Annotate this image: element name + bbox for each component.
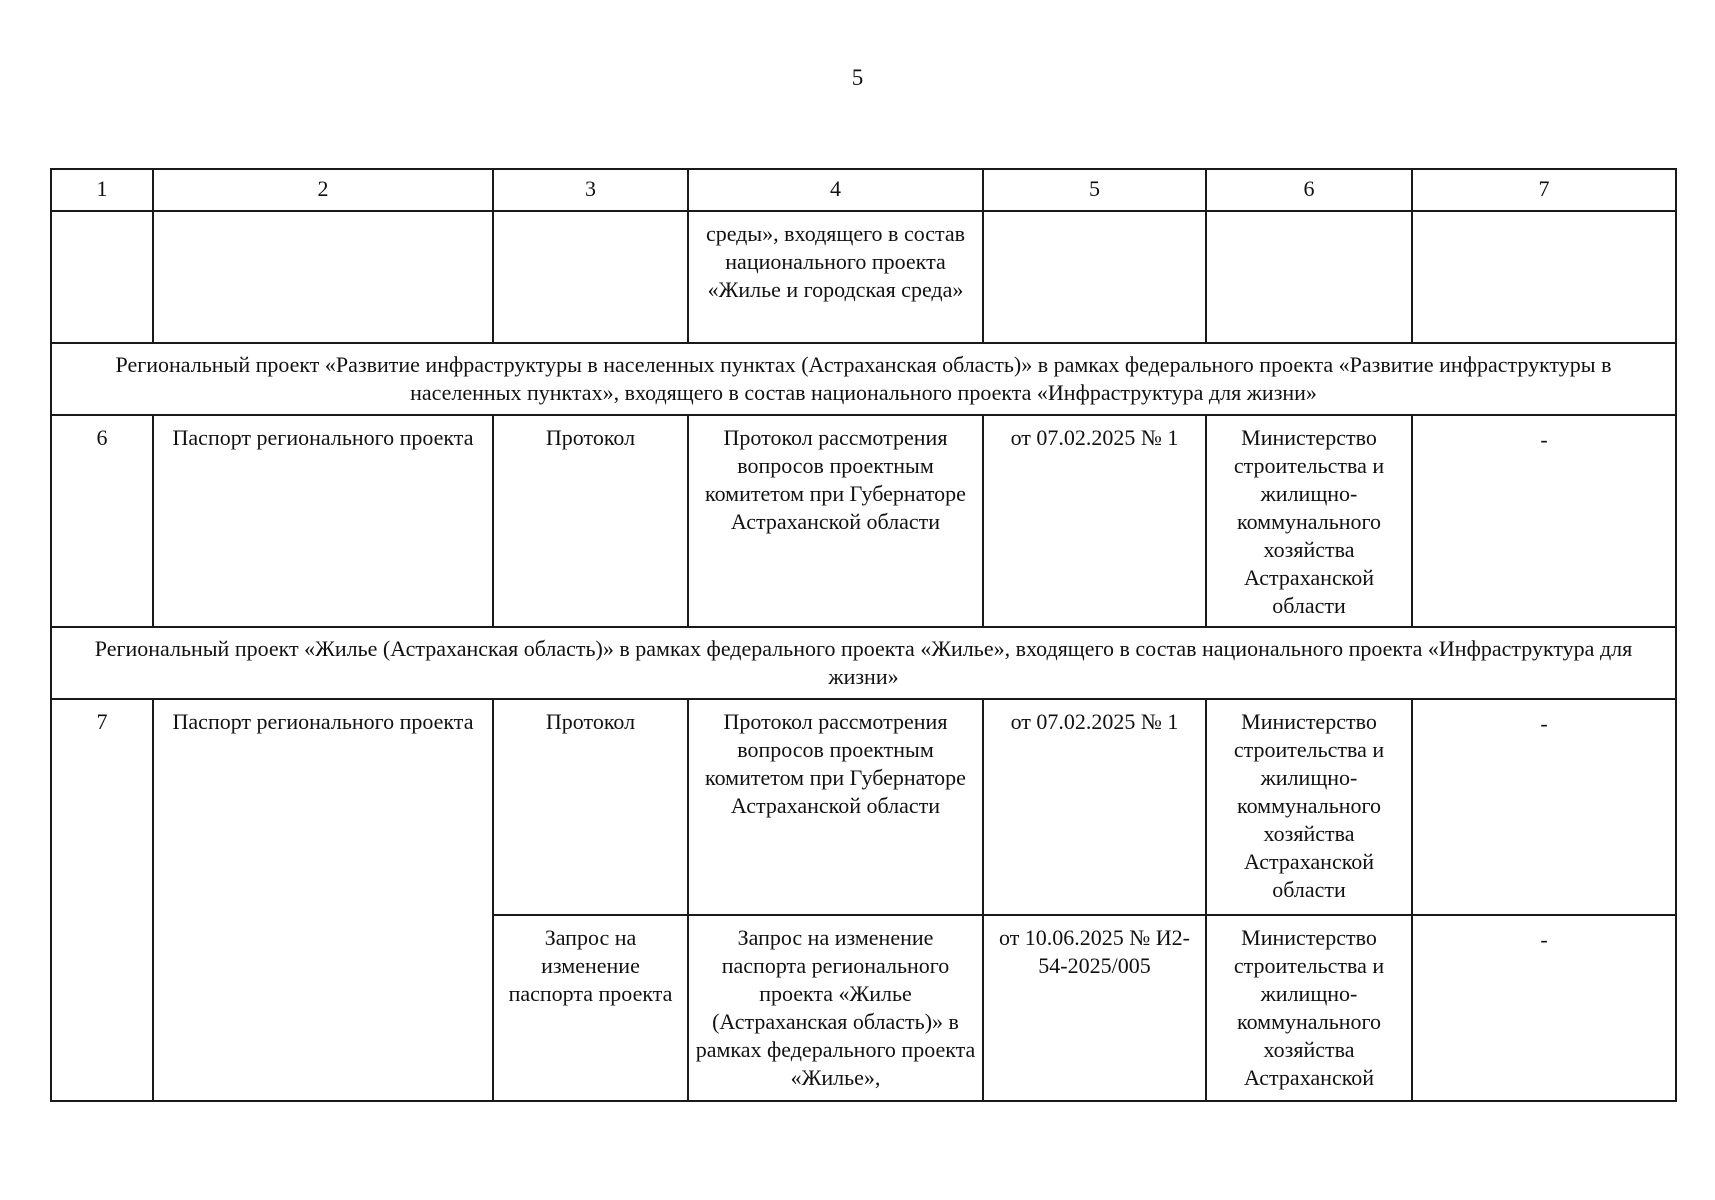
row7-note-value: - bbox=[1540, 711, 1548, 736]
continuation-cell-6 bbox=[1206, 211, 1412, 343]
header-cell-3: 3 bbox=[493, 169, 688, 211]
row6-number: 6 bbox=[51, 415, 153, 627]
section-heading-housing: Региональный проект «Жилье (Астраханская область)» в рамках федерального проекта «Жилье», входящего в состав национального проекта «Инфраструктура для жизни» bbox=[51, 627, 1676, 699]
row7b-note-value: - bbox=[1540, 927, 1548, 952]
row7-doc-date: от 07.02.2025 № 1 bbox=[983, 699, 1206, 915]
header-cell-6: 6 bbox=[1206, 169, 1412, 211]
continuation-cell-1 bbox=[51, 211, 153, 343]
row6-doc-title: Протокол рассмотрения вопросов проектным комитетом при Губернаторе Астраханской области bbox=[688, 415, 983, 627]
continuation-row bbox=[51, 211, 1676, 343]
row6-doc-date: от 07.02.2025 № 1 bbox=[983, 415, 1206, 627]
table-row-6 bbox=[51, 415, 1676, 627]
continuation-cell-4: среды», входящего в состав национального проекта «Жилье и городская среда» bbox=[688, 211, 983, 343]
section-row-infrastructure bbox=[51, 343, 1676, 415]
row7-doc-title: Протокол рассмотрения вопросов проектным комитетом при Губернаторе Астраханской области bbox=[688, 699, 983, 915]
table-header-row bbox=[51, 169, 1676, 211]
row7-number: 7 bbox=[51, 699, 153, 1101]
continuation-cell-5 bbox=[983, 211, 1206, 343]
header-cell-4: 4 bbox=[688, 169, 983, 211]
row7b-note bbox=[1412, 915, 1676, 1101]
page-number: 5 bbox=[851, 65, 864, 90]
row6-note-value: - bbox=[1540, 427, 1548, 452]
continuation-cell-2 bbox=[153, 211, 493, 343]
header-cell-7: 7 bbox=[1412, 169, 1676, 211]
header-cell-5: 5 bbox=[983, 169, 1206, 211]
row7b-organization: Министерство строительства и жилищно-коммунального хозяйства Астраханской bbox=[1206, 915, 1412, 1101]
table-row-7 bbox=[51, 699, 1676, 915]
row6-doc-type: Протокол bbox=[493, 415, 688, 627]
row7-note bbox=[1412, 699, 1676, 915]
row7b-doc-title: Запрос на изменение паспорта регионального проекта «Жилье (Астраханская область)» в рамках федерального проекта «Жилье», bbox=[688, 915, 983, 1101]
header-cell-2: 2 bbox=[153, 169, 493, 211]
section-heading-infrastructure: Региональный проект «Развитие инфраструктуры в населенных пунктах (Астраханская область)» в рамках федерального проекта «Развитие инфраструктуры в населенных пунктах», входящего в состав национального проекта «Инфраструктура для жизни» bbox=[51, 343, 1676, 415]
row7-organization: Министерство строительства и жилищно-коммунального хозяйства Астраханской области bbox=[1206, 699, 1412, 915]
document-table bbox=[50, 168, 1677, 1102]
row6-name: Паспорт регионального проекта bbox=[153, 415, 493, 627]
row7b-doc-date: от 10.06.2025 № И2-54-2025/005 bbox=[983, 915, 1206, 1101]
row6-note bbox=[1412, 415, 1676, 627]
row7b-doc-type: Запрос на изменение паспорта проекта bbox=[493, 915, 688, 1101]
header-cell-1: 1 bbox=[51, 169, 153, 211]
continuation-cell-3 bbox=[493, 211, 688, 343]
section-row-housing bbox=[51, 627, 1676, 699]
row7-doc-type: Протокол bbox=[493, 699, 688, 915]
continuation-cell-7 bbox=[1412, 211, 1676, 343]
row6-organization: Министерство строительства и жилищно-коммунального хозяйства Астраханской области bbox=[1206, 415, 1412, 627]
row7-name: Паспорт регионального проекта bbox=[153, 699, 493, 1101]
